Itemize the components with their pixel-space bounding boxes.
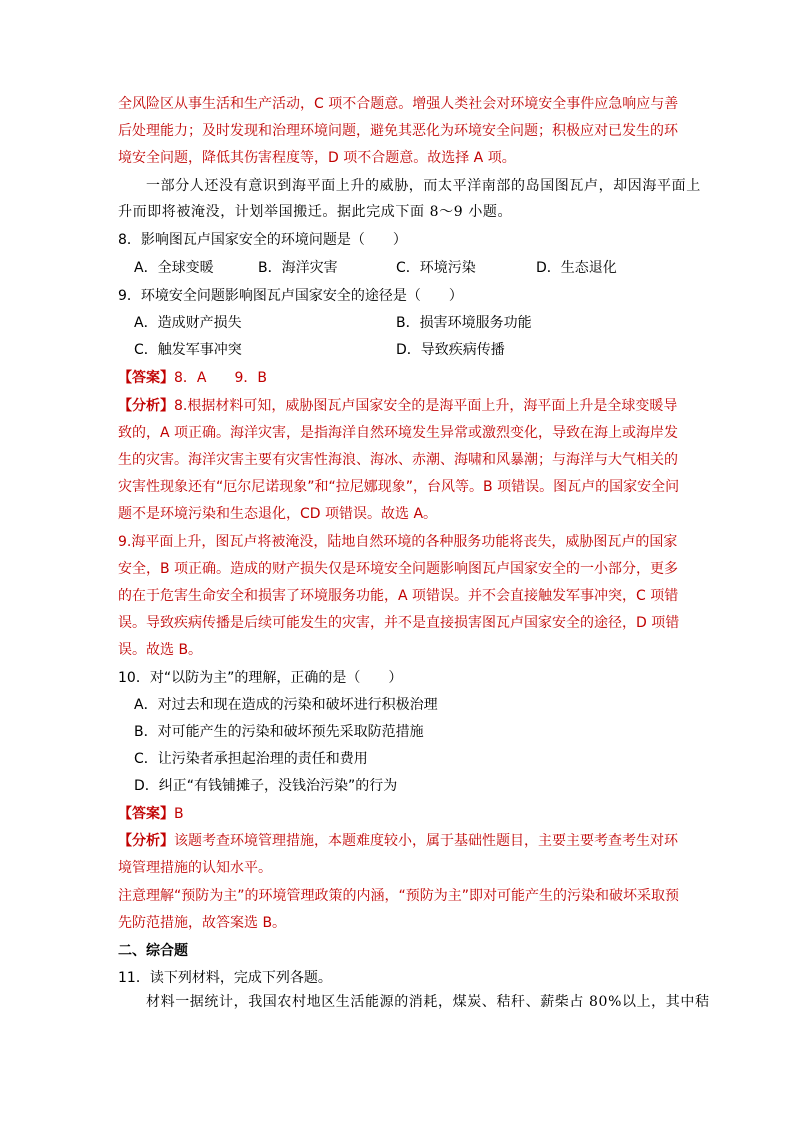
analysis-tag: 【分析】 (118, 833, 174, 849)
material-line: 升而即将被淹没，计划举国搬迁。据此完成下面 8～9 小题。 (118, 204, 513, 220)
analysis-line (118, 831, 678, 851)
analysis-line: 9.海平面上升，图瓦卢将被淹没，陆地自然环境的各种服务功能将丧失，威胁图瓦卢的国家 (118, 534, 678, 550)
question-9-option-a: A．造成财产损失 (134, 315, 242, 331)
question-8-option-a: A．全球变暖 (134, 260, 214, 276)
question-10-option-d: D．纠正“有钱铺摊子，没钱治污染”的行为 (134, 778, 398, 794)
answer-text: B (174, 806, 184, 822)
material-line: 一部分人还没有意识到海平面上升的威胁，而太平洋南部的岛国图瓦卢，却因海平面上 (146, 178, 701, 194)
analysis-text: 8.根据材料可知，威胁图瓦卢国家安全的是海平面上升，海平面上升是全球变暖导 (174, 398, 678, 414)
question-9-option-b: B．损害环境服务功能 (396, 315, 532, 331)
analysis-tag: 【分析】 (118, 398, 174, 414)
question-9-stem: 9．环境安全问题影响图瓦卢国家安全的途径是（ ） (118, 288, 463, 304)
answer-text: 8．A 9．B (174, 370, 267, 386)
text-line: 全风险区从事生活和生产活动，C 项不合题意。增强人类社会对环境安全事件应急响应与善 (118, 96, 679, 112)
question-9-option-d: D．导致疾病传播 (396, 342, 505, 358)
analysis-text: 该题考查环境管理措施，本题难度较小，属于基础性题目，主要主要考查考生对环 (174, 833, 678, 849)
analysis-line: 题不是环境污染和生态退化，CD 项错误。故选 A。 (118, 506, 438, 522)
analysis-line: 灾害性现象还有“厄尔尼诺现象”和“拉尼娜现象”，台风等。B 项错误。图瓦卢的国家安全问 (118, 479, 680, 495)
section-title: 二、综合题 (118, 943, 188, 959)
analysis-line (118, 396, 677, 416)
answer-block (118, 804, 184, 824)
question-8-option-d: D．生态退化 (536, 260, 617, 276)
answer-block (118, 368, 267, 388)
analysis-line: 误。导致疾病传播是后续可能发生的灾害，并不是直接损害图瓦卢国家安全的途径，D 项错 (118, 615, 680, 631)
analysis-line: 先防范措施，故答案选 B。 (118, 915, 287, 931)
question-8-stem: 8．影响图瓦卢国家安全的环境问题是（ ） (118, 232, 407, 248)
analysis-line: 安全，B 项正确。造成的财产损失仅是环境安全问题影响图瓦卢国家安全的一小部分，更多 (118, 561, 679, 577)
answer-tag: 【答案】 (118, 370, 174, 386)
analysis-line: 生的灾害。海洋灾害主要有灾害性海浪、海冰、赤潮、海啸和风暴潮；与海洋与大气相关的 (118, 452, 678, 468)
question-9-option-c: C．触发军事冲突 (134, 342, 242, 358)
question-8-option-c: C．环境污染 (396, 260, 476, 276)
question-10-option-a: A．对过去和现在造成的污染和破坏进行积极治理 (134, 697, 438, 713)
question-10-stem: 10．对“以防为主”的理解，正确的是（ ） (118, 670, 403, 686)
text-line: 后处理能力；及时发现和治理环境问题，避免其恶化为环境安全问题；积极应对已发生的环 (118, 123, 678, 139)
analysis-line: 境管理措施的认知水平。 (118, 860, 272, 876)
analysis-line: 致的，A 项正确。海洋灾害，是指海洋自然环境发生异常或激烈变化，导致在海上或海岸发 (118, 425, 679, 441)
answer-tag: 【答案】 (118, 806, 174, 822)
question-8-option-b: B．海洋灾害 (258, 260, 338, 276)
analysis-line: 注意理解“预防为主”的环境管理政策的内涵，“预防为主”即对可能产生的污染和破坏采取预 (118, 888, 680, 904)
question-10-option-c: C．让污染者承担起治理的责任和费用 (134, 751, 368, 767)
question-11-stem: 11．读下列材料，完成下列各题。 (118, 970, 332, 986)
analysis-line: 误。故选 B。 (118, 642, 203, 658)
analysis-line: 的在于危害生命安全和损害了环境服务功能，A 项错误。并不会直接触发军事冲突，C 项错 (118, 588, 679, 604)
question-10-option-b: B．对可能产生的污染和破坏预先采取防范措施 (134, 724, 424, 740)
text-line: 境安全问题，降低其伤害程度等，D 项不合题意。故选择 A 项。 (118, 150, 516, 166)
material-line: 材料一据统计，我国农村地区生活能源的消耗，煤炭、秸秆、薪柴占 80%以上，其中秸 (146, 994, 710, 1010)
